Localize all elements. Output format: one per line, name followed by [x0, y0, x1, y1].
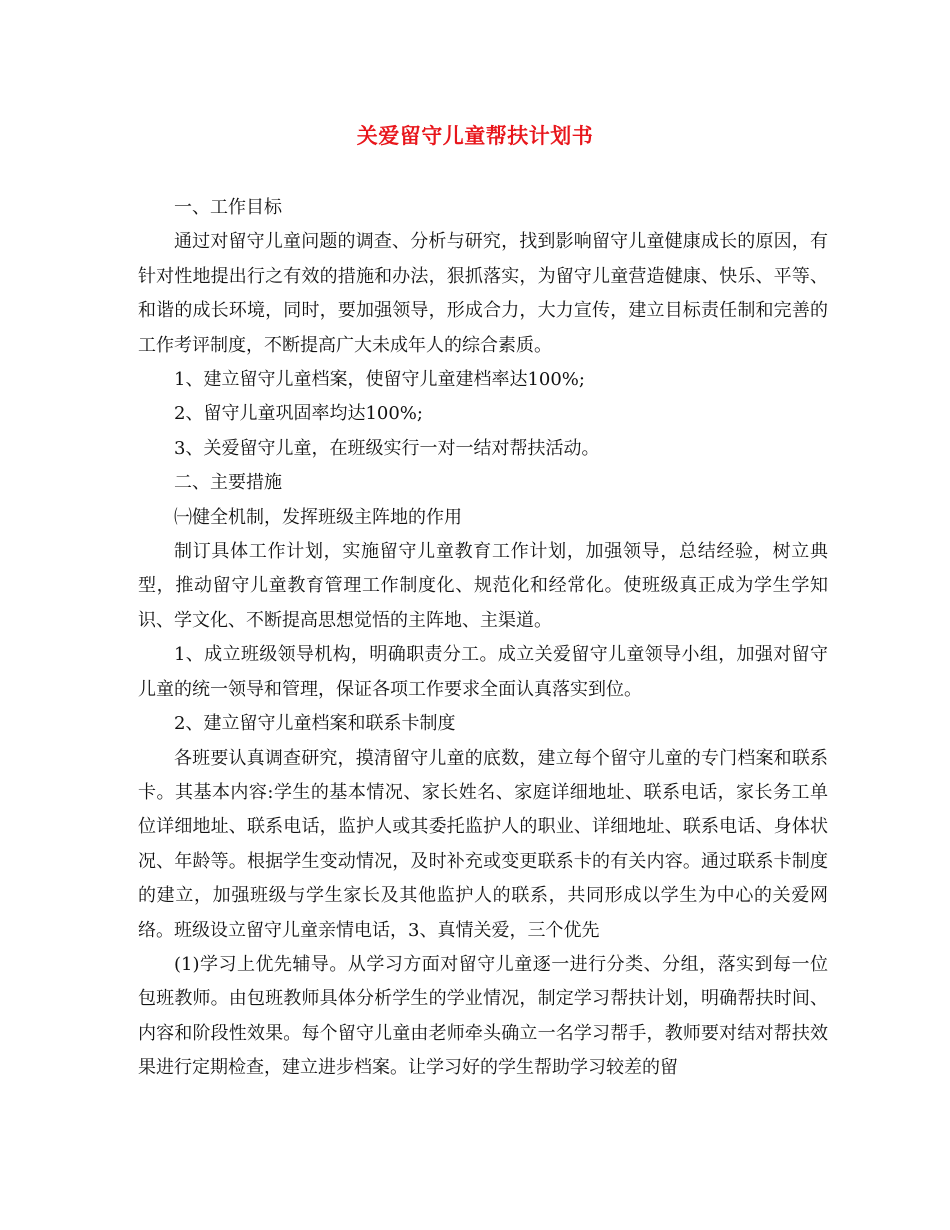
document-body: [138, 191, 828, 1086]
measure-item-2-heading: 2、建立留守儿童档案和联系卡制度: [174, 713, 456, 735]
paragraph-mechanism: 制订具体工作计划，实施留守儿童教育工作计划，加强领导，总结经验，树立典型，推动留守儿童教育管理工作制度化、规范化和经常化。使班级真正成为学生学知识、学文化、不断提高思想觉悟的主阵地、主渠道。: [138, 541, 828, 631]
paragraph-study-support: (1)学习上优先辅导。从学习方面对留守儿童逐一进行分类、分组，落实到每一位包班教师。由包班教师具体分析学生的学业情况，制定学习帮扶计划，明确帮扶时间、内容和阶段性效果。每个留守儿童由老师牵头确立一名学习帮手，教师要对结对帮扶效果进行定期检查，建立进步档案。让学习好的学生帮助学习较差的留: [138, 953, 828, 1079]
section-heading-goals: 一、工作目标: [174, 197, 282, 218]
goal-item-1: 1、建立留守儿童档案，使留守儿童建档率达100%;: [174, 369, 585, 391]
goal-item-3: 3、关爱留守儿童，在班级实行一对一结对帮扶活动。: [174, 437, 600, 459]
document-title: 关爱留守儿童帮扶计划书: [356, 123, 594, 148]
measure-item-1: 1、成立班级领导机构，明确职责分工。成立关爱留守儿童领导小组，加强对留守儿童的统一领导和管理，保证各项工作要求全面认真落实到位。: [138, 644, 828, 700]
subheading-mechanism: ㈠健全机制，发挥班级主阵地的作用: [174, 506, 462, 528]
paragraph-goals-description: 通过对留守儿童问题的调查、分析与研究，找到影响留守儿童健康成长的原因，有针对性地提出行之有效的措施和办法，狠抓落实，为留守儿童营造健康、快乐、平等、和谐的成长环境，同时，要加强领导，形成合力，大力宣传，建立目标责任制和完善的工作考评制度，不断提高广大未成年人的综合素质。: [138, 231, 828, 356]
paragraph-archives: 各班要认真调查研究，摸清留守儿童的底数，建立每个留守儿童的专门档案和联系卡。其基本内容:学生的基本情况、家长姓名、家庭详细地址、联系电话，家长务工单位详细地址、联系电话，监护人或其委托监护人的职业、详细地址、联系电话、身体状况、年龄等。根据学生变动情况，及时补充或变更联系卡的有关内容。通过联系卡制度的建立，加强班级与学生家长及其他监护人的联系，共同形成以学生为中心的关爱网络。班级设立留守儿童亲情电话，3、真情关爱，三个优先: [138, 747, 828, 941]
section-heading-measures: 二、主要措施: [174, 472, 282, 494]
goal-item-2: 2、留守儿童巩固率均达100%;: [174, 403, 423, 425]
